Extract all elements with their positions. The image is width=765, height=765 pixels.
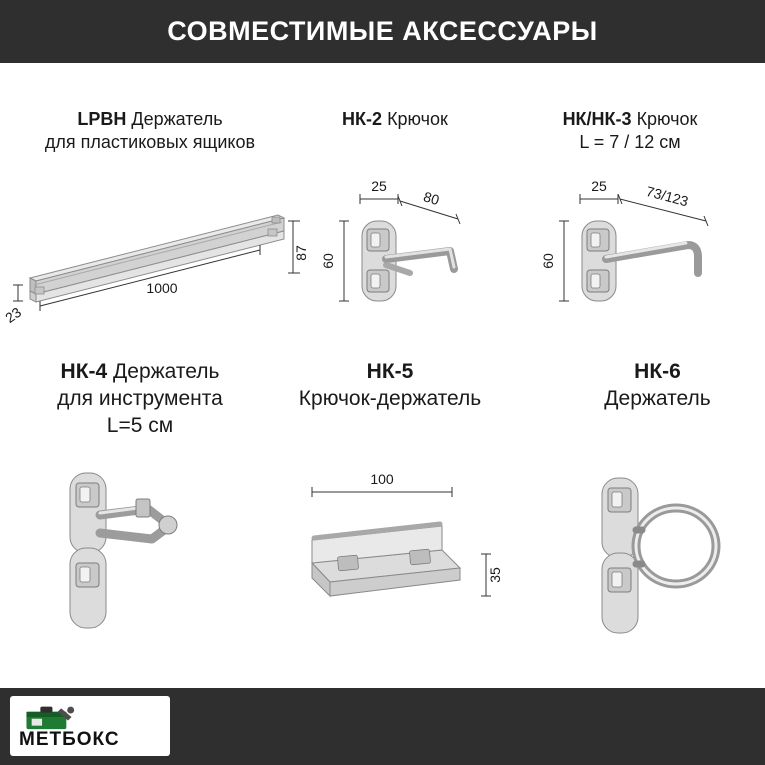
product-code: НК/НК-3	[562, 109, 632, 129]
product-card-lpbh	[20, 108, 280, 154]
product-code: LPBH	[77, 109, 127, 129]
product-code: НК-6	[634, 360, 681, 383]
product-drawing-hk2	[300, 173, 500, 313]
product-subline: для инструмента	[57, 387, 223, 410]
product-name: Крючок	[387, 109, 448, 129]
product-name: Держатель	[131, 109, 223, 129]
product-name: Крючок	[636, 109, 698, 129]
product-card-hk4	[10, 358, 270, 439]
product-drawing-hk3	[520, 173, 750, 313]
page-title: СОВМЕСТИМЫЕ АКСЕССУАРЫ	[167, 16, 598, 46]
dim-plate-height: 60	[320, 253, 336, 269]
product-drawing-hk6	[580, 468, 760, 628]
page-footer	[0, 688, 765, 765]
brand-logo	[10, 696, 170, 756]
toolbox-icon	[23, 703, 75, 731]
product-name: Крючок-держатель	[298, 387, 482, 410]
product-drawing-lpbh	[2, 173, 320, 326]
product-drawing-hk5	[290, 468, 540, 628]
product-drawing-hk4	[40, 463, 240, 633]
dim-width: 100	[370, 471, 394, 487]
page-header	[0, 0, 765, 63]
dim-length: 1000	[146, 280, 178, 296]
product-caption	[10, 358, 270, 439]
catalog-grid	[0, 63, 765, 688]
dim-plate-height: 60	[540, 253, 556, 269]
product-code: НК-4	[60, 360, 108, 383]
product-subline-2: L=5 см	[106, 414, 174, 437]
dim-arm: 73/123	[644, 182, 691, 210]
dim-depth: 23	[2, 303, 25, 326]
brand-name: МЕТБОКС	[19, 729, 120, 750]
product-code: НК-5	[366, 360, 414, 383]
product-card-hk5	[275, 358, 505, 412]
product-caption	[20, 108, 280, 154]
product-caption	[560, 358, 755, 412]
dim-plate-width: 25	[371, 178, 387, 194]
dim-plate-width: 25	[591, 178, 607, 194]
product-caption	[520, 108, 740, 154]
product-subline: L = 7 / 12 см	[579, 132, 681, 152]
dim-height: 35	[487, 567, 503, 583]
product-caption	[275, 358, 505, 412]
product-card-hk3	[520, 108, 740, 154]
product-name: Держатель	[604, 387, 711, 410]
product-card-hk6	[560, 358, 755, 412]
product-code: НК-2	[342, 109, 383, 129]
product-name: Держатель	[113, 360, 220, 383]
product-subline: для пластиковых ящиков	[44, 132, 256, 152]
dim-height: 87	[293, 245, 309, 261]
dim-arm: 80	[421, 188, 442, 209]
product-card-hk2	[300, 108, 490, 131]
product-caption	[300, 108, 490, 131]
